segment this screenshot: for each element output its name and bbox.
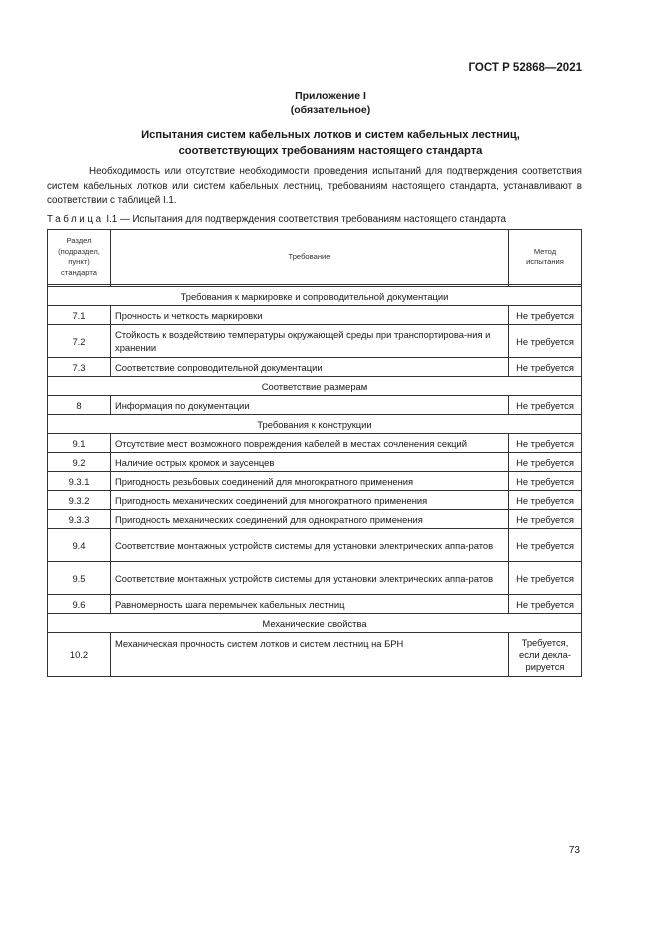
cell-section: 9.1 — [48, 434, 111, 453]
table-caption-word: Таблица — [47, 214, 104, 225]
cell-requirement: Механическая прочность систем лотков и систем лестниц на БРН — [111, 633, 509, 677]
cell-requirement: Пригодность резьбовых соединений для многократного применения — [111, 472, 509, 491]
header-section-line: Раздел — [66, 236, 92, 245]
appendix-type: (обязательное) — [290, 104, 371, 116]
cell-section: 9.4 — [48, 529, 111, 562]
intro-paragraph: Необходимость или отсутствие необходимости проведения испытаний для подтверждения соответствия систем кабельных лотков или систем кабельных лестниц, требованиям настоящего стандарта, устанавливают в соответствии с таблицей I.1. — [47, 166, 582, 206]
header-method-line: испытания — [526, 257, 564, 266]
group-title: Требования к маркировке и сопроводительной документации — [48, 287, 582, 306]
cell-section: 9.3.3 — [48, 510, 111, 529]
cell-method: Не требуется — [509, 491, 582, 510]
cell-section: 7.2 — [48, 325, 111, 358]
cell-section: 7.1 — [48, 306, 111, 325]
table-row — [48, 434, 582, 453]
cell-method: Не требуется — [509, 529, 582, 562]
cell-method: Не требуется — [509, 562, 582, 595]
cell-method — [509, 633, 582, 677]
header-requirement: Требование — [111, 230, 509, 285]
table-caption — [47, 214, 506, 225]
cell-requirement: Равномерность шага перемычек кабельных лестниц — [111, 595, 509, 614]
header-method-line: Метод — [533, 246, 557, 256]
cell-section: 8 — [48, 396, 111, 415]
cell-requirement: Пригодность механических соединений для многократного применения — [111, 491, 509, 510]
cell-requirement: Стойкость к воздействию температуры окружающей среды при транспортирова-ния и хранении — [111, 325, 509, 358]
cell-requirement: Информация по документации — [111, 396, 509, 415]
table-row — [48, 633, 582, 677]
group-row — [48, 415, 582, 434]
cell-method-line: Требуется, — [521, 636, 569, 648]
table-row — [48, 453, 582, 472]
table-caption-number: I.1 — [106, 214, 118, 225]
group-row — [48, 287, 582, 306]
cell-method: Не требуется — [509, 453, 582, 472]
tests-table — [47, 229, 582, 677]
cell-method-line: рируется — [525, 660, 565, 672]
cell-section: 9.2 — [48, 453, 111, 472]
table-caption-text: — Испытания для подтверждения соответствия требованиям настоящего стандарта — [120, 214, 506, 225]
cell-requirement: Прочность и четкость маркировки — [111, 306, 509, 325]
cell-method: Не требуется — [509, 396, 582, 415]
cell-requirement: Соответствие сопроводительной документации — [111, 358, 509, 377]
table-row — [48, 396, 582, 415]
cell-method: Не требуется — [509, 325, 582, 358]
group-row — [48, 614, 582, 633]
table-row — [48, 306, 582, 325]
table-header-row — [48, 230, 582, 285]
title-line-1: Испытания систем кабельных лотков и систем кабельных лестниц, — [141, 129, 520, 141]
cell-method: Не требуется — [509, 306, 582, 325]
appendix-title — [0, 127, 661, 159]
cell-requirement: Соответствие монтажных устройств системы для установки электрических аппа-ратов — [111, 529, 509, 562]
cell-method: Не требуется — [509, 472, 582, 491]
table-row — [48, 595, 582, 614]
appendix-heading — [0, 89, 661, 117]
cell-section: 10.2 — [48, 633, 111, 677]
cell-section: 9.3.1 — [48, 472, 111, 491]
group-title: Соответствие размерам — [48, 377, 582, 396]
cell-requirement: Наличие острых кромок и заусенцев — [111, 453, 509, 472]
appendix-label: Приложение I — [295, 90, 366, 102]
header-section — [48, 230, 111, 285]
header-section-line: пункт) — [68, 257, 90, 266]
cell-requirement: Пригодность механических соединений для однократного применения — [111, 510, 509, 529]
page-number: 73 — [568, 845, 580, 856]
table-row — [48, 510, 582, 529]
cell-method: Не требуется — [509, 595, 582, 614]
table-row — [48, 562, 582, 595]
cell-method: Не требуется — [509, 358, 582, 377]
header-section-line: стандарта — [61, 267, 97, 277]
group-row — [48, 377, 582, 396]
title-line-2: соответствующих требованиям настоящего стандарта — [178, 145, 483, 157]
cell-requirement: Соответствие монтажных устройств системы для установки электрических аппа-ратов — [111, 562, 509, 595]
table-row — [48, 325, 582, 358]
table-row — [48, 529, 582, 562]
cell-section: 9.3.2 — [48, 491, 111, 510]
group-title: Механические свойства — [48, 614, 582, 633]
header-method — [509, 230, 582, 285]
standard-designation: ГОСТ Р 52868—2021 — [468, 62, 582, 74]
table-row — [48, 491, 582, 510]
cell-method: Не требуется — [509, 434, 582, 453]
cell-section: 7.3 — [48, 358, 111, 377]
cell-section: 9.6 — [48, 595, 111, 614]
cell-requirement: Отсутствие мест возможного повреждения кабелей в местах сочленения секций — [111, 434, 509, 453]
header-section-line: (подраздел, — [58, 246, 100, 256]
table-row — [48, 358, 582, 377]
group-title: Требования к конструкции — [48, 415, 582, 434]
cell-method-line: если декла- — [519, 648, 571, 660]
cell-section: 9.5 — [48, 562, 111, 595]
table-row — [48, 472, 582, 491]
cell-method: Не требуется — [509, 510, 582, 529]
